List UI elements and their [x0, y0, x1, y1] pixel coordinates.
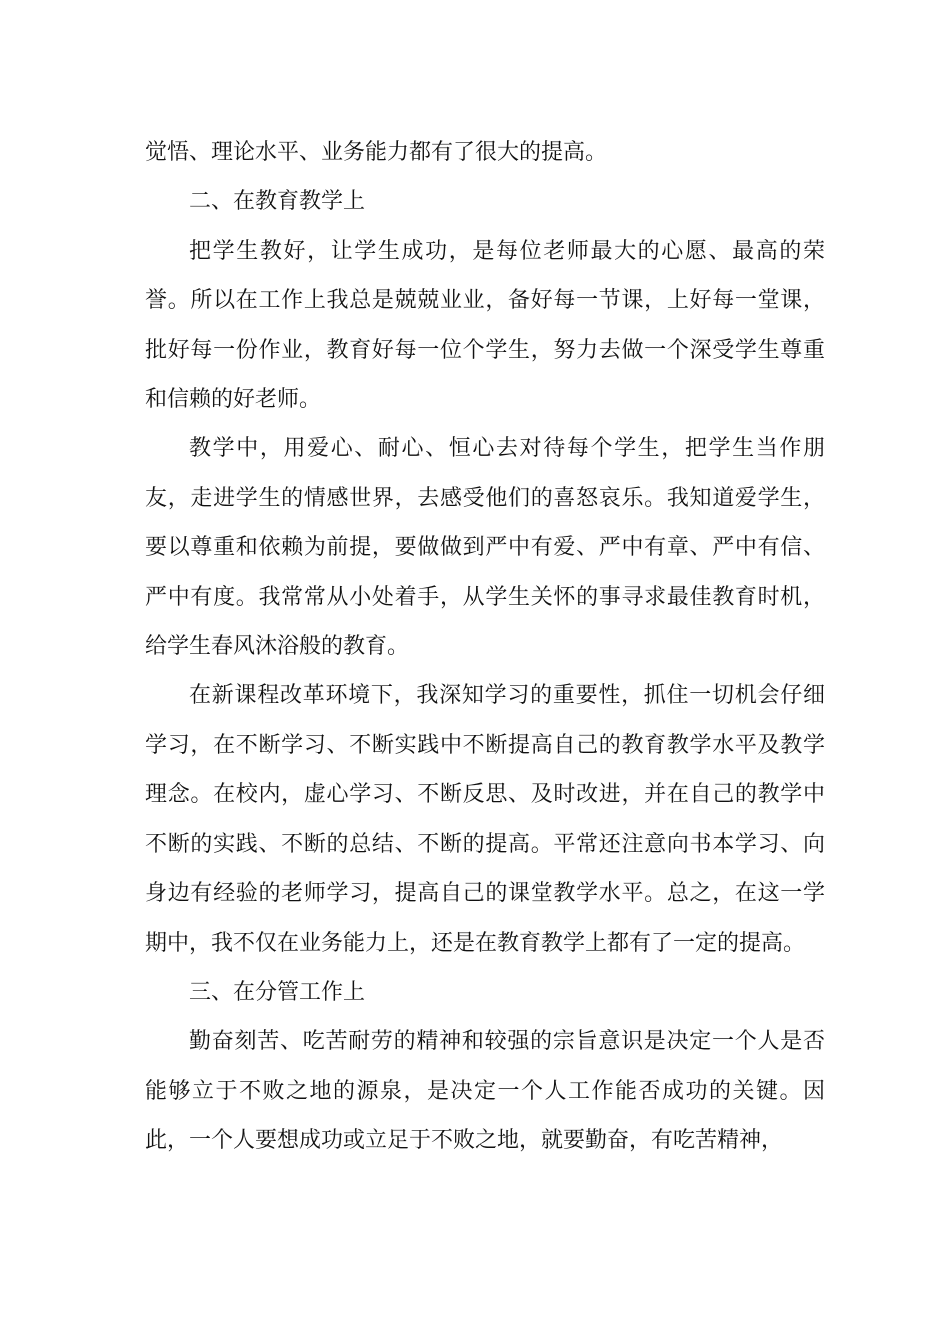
paragraph-continuation: 觉悟、理论水平、业务能力都有了很大的提高。: [145, 140, 608, 165]
section-heading-management: 三、在分管工作上: [189, 979, 366, 1005]
document-page: [145, 128, 825, 1166]
section-heading-teaching: 二、在教育教学上: [189, 189, 366, 215]
paragraph-teaching-goal: 把学生教好，让学生成功，是每位老师最大的心愿、最高的荣誉。所以在工作上我总是兢兢业业，备好每一节课，上好每一堂课，批好每一份作业，教育好每一位个学生，努力去做一个深受学生尊重和信赖的好老师。: [145, 238, 825, 413]
paragraph-teaching-care: 教学中，用爱心、耐心、恒心去对待每个学生，把学生当作朋友，走进学生的情感世界，去感受他们的喜怒哀乐。我知道爱学生，要以尊重和依赖为前提，要做做到严中有爱、严中有章、严中有信、严中有度。我常常从小处着手，从学生关怀的事寻求最佳教育时机，给学生春风沐浴般的教育。: [145, 436, 825, 660]
paragraph-management: 勤奋刻苦、吃苦耐劳的精神和较强的宗旨意识是决定一个人是否能够立于不败之地的源泉，是决定一个人工作能否成功的关键。因此，一个人要想成功或立足于不败之地，就要勤奋，有吃苦精神，: [145, 1029, 825, 1154]
paragraph-teaching-learning: 在新课程改革环境下，我深知学习的重要性，抓住一切机会仔细学习，在不断学习、不断实践中不断提高自己的教育教学水平及教学理念。在校内，虚心学习、不断反思、及时改进，并在自己的教学中不断的实践、不断的总结、不断的提高。平常还注意向书本学习、向身边有经验的老师学习，提高自己的课堂教学水平。总之，在这一学期中，我不仅在业务能力上，还是在教育教学上都有了一定的提高。: [145, 683, 825, 956]
